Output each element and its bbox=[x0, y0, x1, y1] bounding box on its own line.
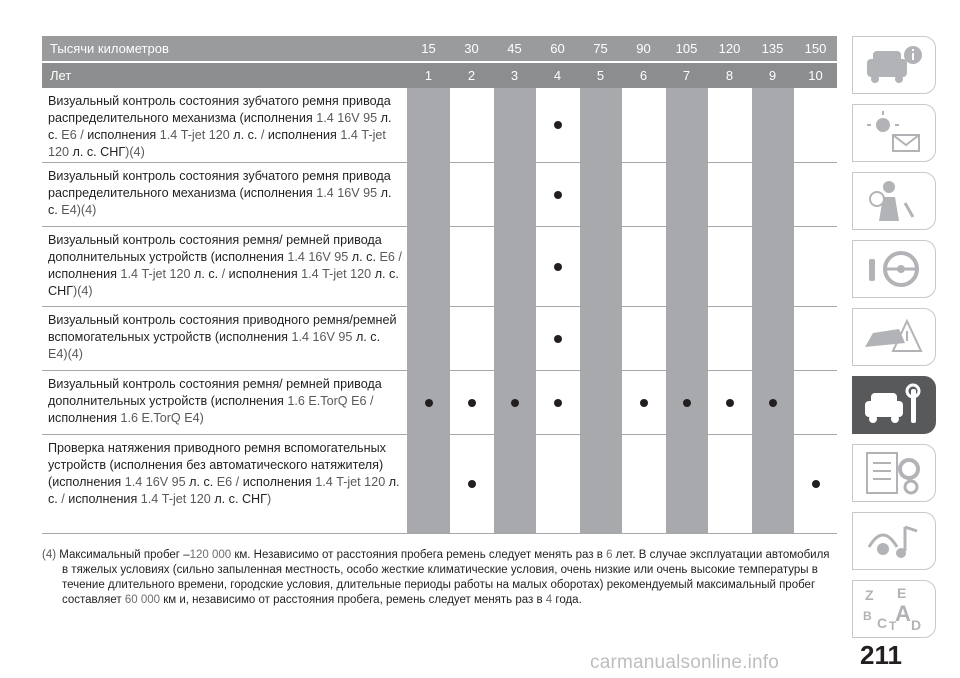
check-dot-icon bbox=[468, 480, 476, 488]
index-letter: D bbox=[911, 617, 922, 633]
header-value: 10 bbox=[808, 68, 823, 83]
interval-cell bbox=[536, 371, 579, 434]
multimedia-icon bbox=[859, 517, 929, 565]
interval-cell bbox=[665, 227, 708, 306]
interval-cell bbox=[450, 307, 493, 370]
description-text: 1.4 T-jet 120 bbox=[315, 475, 389, 489]
check-dot-icon bbox=[683, 399, 691, 407]
interval-cell bbox=[493, 88, 536, 162]
check-dot-icon bbox=[425, 399, 433, 407]
header-value: 6 bbox=[639, 68, 648, 83]
sidebar-tab[interactable] bbox=[852, 240, 936, 298]
interval-cell bbox=[622, 435, 665, 533]
check-dot-icon bbox=[554, 263, 562, 271]
interval-cell bbox=[751, 435, 794, 533]
check-dot-icon bbox=[554, 335, 562, 343]
check-dot-icon bbox=[511, 399, 519, 407]
description-text: л. с. СНГ bbox=[48, 267, 399, 298]
interval-cell bbox=[450, 435, 493, 533]
index-letter: E bbox=[897, 585, 907, 601]
header-km-label: Тысячи километров bbox=[50, 41, 169, 56]
description-text: л. с. bbox=[194, 267, 222, 281]
index-letter: B bbox=[863, 609, 872, 623]
row-description bbox=[42, 371, 407, 434]
description-text: исполнения bbox=[267, 128, 341, 142]
sidebar-tab[interactable] bbox=[852, 444, 936, 502]
header-value: 1 bbox=[424, 68, 433, 83]
interval-cell bbox=[794, 227, 837, 306]
check-dot-icon bbox=[769, 399, 777, 407]
footnote-text: 120 000 bbox=[189, 549, 235, 561]
header-years-label: Лет bbox=[50, 68, 72, 83]
interval-cell bbox=[579, 371, 622, 434]
sidebar-tab[interactable] bbox=[852, 580, 936, 638]
description-text: 1.4 T-jet 120 bbox=[159, 128, 234, 142]
row-description bbox=[42, 227, 407, 306]
interval-cell bbox=[407, 227, 450, 306]
car-maintenance-icon bbox=[859, 381, 929, 429]
description-text: 1.4 16V 95 bbox=[124, 475, 190, 489]
description-text: исполнения bbox=[68, 492, 141, 506]
description-text: 1.4 16V 95 bbox=[291, 330, 356, 344]
watermark: carmanualsonline.info bbox=[590, 652, 780, 673]
interval-cell bbox=[751, 307, 794, 370]
sidebar-tab[interactable] bbox=[852, 512, 936, 570]
sidebar-tab[interactable] bbox=[852, 172, 936, 230]
description-text: / bbox=[260, 128, 268, 142]
interval-cell bbox=[493, 227, 536, 306]
interval-cell bbox=[665, 88, 708, 162]
row-description bbox=[42, 307, 407, 370]
interval-cell bbox=[407, 163, 450, 226]
interval-cell bbox=[751, 371, 794, 434]
table-row bbox=[42, 307, 837, 371]
description-text: Проверка натяжения приводного ремня вспомогательных устройств (исполнения без автоматического натяжителя) (исполнения bbox=[48, 441, 386, 489]
interval-cell bbox=[665, 163, 708, 226]
header-value: 105 bbox=[675, 41, 698, 56]
footnote-text: Максимальный пробег – bbox=[59, 549, 190, 561]
header-value: 7 bbox=[682, 68, 691, 83]
footnote-text: 6 bbox=[606, 549, 616, 561]
interval-cell bbox=[665, 371, 708, 434]
interval-cell bbox=[450, 88, 493, 162]
table-row bbox=[42, 435, 837, 534]
description-text: ) bbox=[266, 492, 272, 506]
index-letter: T bbox=[889, 619, 897, 633]
interval-cell bbox=[708, 227, 751, 306]
interval-cell bbox=[665, 307, 708, 370]
sidebar-tab[interactable] bbox=[852, 36, 936, 94]
sidebar-tab[interactable] bbox=[852, 376, 936, 434]
footnote-text: 60 000 bbox=[124, 594, 164, 606]
sidebar-tab[interactable] bbox=[852, 104, 936, 162]
index-letters-icon bbox=[859, 585, 929, 633]
check-dot-icon bbox=[468, 399, 476, 407]
description-text: 1.6 E.TorQ E6 / bbox=[287, 394, 374, 408]
description-text: E6 / bbox=[61, 128, 88, 142]
interval-cell bbox=[493, 307, 536, 370]
interval-cell bbox=[622, 371, 665, 434]
interval-cell bbox=[579, 163, 622, 226]
interval-cell bbox=[579, 88, 622, 162]
interval-cell bbox=[579, 435, 622, 533]
description-text: л. с. СНГ bbox=[72, 145, 126, 159]
interval-cell bbox=[536, 227, 579, 306]
description-text: / bbox=[61, 492, 69, 506]
sidebar-tab[interactable] bbox=[852, 308, 936, 366]
header-value: 30 bbox=[464, 41, 479, 56]
interval-cell bbox=[751, 163, 794, 226]
interval-cell bbox=[407, 435, 450, 533]
description-text: л. с. СНГ bbox=[214, 492, 267, 506]
car-breakdown-icon bbox=[859, 313, 929, 361]
interval-cell bbox=[536, 435, 579, 533]
description-text: л. с. bbox=[48, 186, 392, 217]
index-letter: Z bbox=[865, 587, 874, 603]
description-text: 1.4 T-jet 120 bbox=[140, 492, 215, 506]
interval-cell bbox=[407, 88, 450, 162]
check-dot-icon bbox=[726, 399, 734, 407]
description-text: л. с. bbox=[48, 111, 392, 142]
description-text: 1.6 E.TorQ E4) bbox=[120, 411, 204, 425]
interval-cell bbox=[536, 307, 579, 370]
description-text: Визуальный контроль состояния приводного ремня/ремней вспомогательных устройств (исполнения bbox=[48, 313, 397, 344]
footnote-text: км. Независимо от расстояния пробега ремень следует менять раз в bbox=[234, 549, 607, 561]
interval-cell bbox=[579, 227, 622, 306]
interval-cell bbox=[794, 435, 837, 533]
interval-cell bbox=[450, 163, 493, 226]
row-description bbox=[42, 163, 407, 226]
header-km bbox=[42, 36, 837, 61]
header-value: 75 bbox=[593, 41, 608, 56]
header-value: 135 bbox=[761, 41, 784, 56]
check-dot-icon bbox=[640, 399, 648, 407]
header-value: 4 bbox=[553, 68, 562, 83]
car-info-icon bbox=[859, 41, 929, 89]
table-row bbox=[42, 88, 837, 163]
description-text: исполнения bbox=[242, 475, 316, 489]
maintenance-table bbox=[42, 36, 837, 534]
steering-wheel-icon bbox=[859, 245, 929, 293]
check-dot-icon bbox=[554, 399, 562, 407]
header-value: 120 bbox=[718, 41, 741, 56]
check-dot-icon bbox=[554, 191, 562, 199]
header-value: 2 bbox=[467, 68, 476, 83]
interval-cell bbox=[407, 307, 450, 370]
table-row bbox=[42, 371, 837, 435]
interval-cell bbox=[579, 307, 622, 370]
footnote-text: лет. В случае эксплуатации автомобиля в тяжелых условиях (сильно запыленная местность, особо жесткие климатические условия, очень низкие или очень высокие температуры в течение длительного времени, городские условия, длительные периоды работы на малых оборотах) рекомендуемый максимальный пробег составляет bbox=[62, 549, 830, 606]
technical-data-icon bbox=[859, 449, 929, 497]
description-text: Визуальный контроль состояния ремня/ ремней привода дополнительных устройств (исполнения bbox=[48, 233, 382, 264]
interval-cell bbox=[708, 307, 751, 370]
description-text: / bbox=[221, 267, 229, 281]
interval-cell bbox=[708, 88, 751, 162]
description-text: E4)(4) bbox=[61, 203, 97, 217]
description-text: исполнения bbox=[48, 267, 121, 281]
footnote-text: (4) bbox=[42, 549, 60, 561]
interval-cell bbox=[794, 163, 837, 226]
interval-cell bbox=[536, 163, 579, 226]
footnote-text: 4 bbox=[545, 594, 556, 606]
description-text: )(4) bbox=[125, 145, 145, 159]
header-value: 60 bbox=[550, 41, 565, 56]
header-years bbox=[42, 63, 837, 88]
header-value: 9 bbox=[768, 68, 777, 83]
interval-cell bbox=[536, 88, 579, 162]
interval-cell bbox=[407, 371, 450, 434]
interval-cell bbox=[493, 371, 536, 434]
description-text: E6 / bbox=[216, 475, 243, 489]
table-row bbox=[42, 227, 837, 307]
description-text: л. с. bbox=[355, 330, 381, 344]
airbag-safety-icon bbox=[859, 177, 929, 225]
chapter-sidebar bbox=[852, 36, 936, 648]
description-text: 1.4 T-jet 120 bbox=[301, 267, 375, 281]
interval-cell bbox=[751, 227, 794, 306]
description-text: 1.4 T-jet 120 bbox=[120, 267, 195, 281]
interval-cell bbox=[751, 88, 794, 162]
page-number: 211 bbox=[860, 640, 902, 670]
description-text: Визуальный контроль состояния зубчатого ремня привода распределительного механизма (исполнения bbox=[48, 94, 391, 125]
index-letter: C bbox=[877, 615, 888, 631]
description-text: 1.4 16V 95 bbox=[316, 111, 381, 125]
description-text: E6 / bbox=[379, 250, 402, 264]
interval-cell bbox=[665, 435, 708, 533]
interval-cell bbox=[794, 88, 837, 162]
header-value: 150 bbox=[804, 41, 827, 56]
description-text: E4)(4) bbox=[48, 347, 83, 361]
description-text: л. с. bbox=[189, 475, 217, 489]
interval-cell bbox=[450, 371, 493, 434]
header-value: 90 bbox=[636, 41, 651, 56]
interval-cell bbox=[708, 371, 751, 434]
row-description bbox=[42, 88, 407, 162]
interval-cell bbox=[622, 163, 665, 226]
interval-cell bbox=[493, 435, 536, 533]
description-text: )(4) bbox=[73, 284, 93, 298]
description-text: 1.4 T-jet 120 bbox=[48, 128, 386, 159]
header-value: 3 bbox=[510, 68, 519, 83]
header-value: 45 bbox=[507, 41, 522, 56]
interval-cell bbox=[450, 227, 493, 306]
footnote-text: км и, независимо от расстояния пробега, ремень следует менять раз в bbox=[163, 594, 546, 606]
header-value: 8 bbox=[725, 68, 734, 83]
header-value: 15 bbox=[421, 41, 436, 56]
description-text: л. с. bbox=[233, 128, 261, 142]
warning-light-icon bbox=[859, 109, 929, 157]
table-row bbox=[42, 163, 837, 227]
footnote bbox=[42, 548, 832, 608]
description-text: Визуальный контроль состояния зубчатого ремня привода распределительного механизма (исполнения bbox=[48, 169, 391, 200]
interval-cell bbox=[622, 227, 665, 306]
interval-cell bbox=[794, 307, 837, 370]
description-text: исполнения bbox=[228, 267, 302, 281]
index-letter: A bbox=[895, 601, 911, 626]
description-text: Визуальный контроль состояния ремня/ ремней привода дополнительных устройств (исполнения bbox=[48, 377, 382, 408]
description-text: л. с. bbox=[351, 250, 380, 264]
description-text: л. с. bbox=[48, 475, 400, 506]
interval-cell bbox=[794, 371, 837, 434]
interval-cell bbox=[708, 163, 751, 226]
description-text: исполнения bbox=[48, 411, 121, 425]
description-text: 1.4 16V 95 bbox=[316, 186, 381, 200]
interval-cell bbox=[493, 163, 536, 226]
check-dot-icon bbox=[554, 121, 562, 129]
interval-cell bbox=[622, 88, 665, 162]
interval-cell bbox=[708, 435, 751, 533]
header-value: 5 bbox=[596, 68, 605, 83]
row-description bbox=[42, 435, 407, 533]
description-text: исполнения bbox=[87, 128, 160, 142]
description-text: 1.4 16V 95 bbox=[287, 250, 352, 264]
footnote-text: года. bbox=[555, 594, 582, 606]
check-dot-icon bbox=[812, 480, 820, 488]
interval-cell bbox=[622, 307, 665, 370]
